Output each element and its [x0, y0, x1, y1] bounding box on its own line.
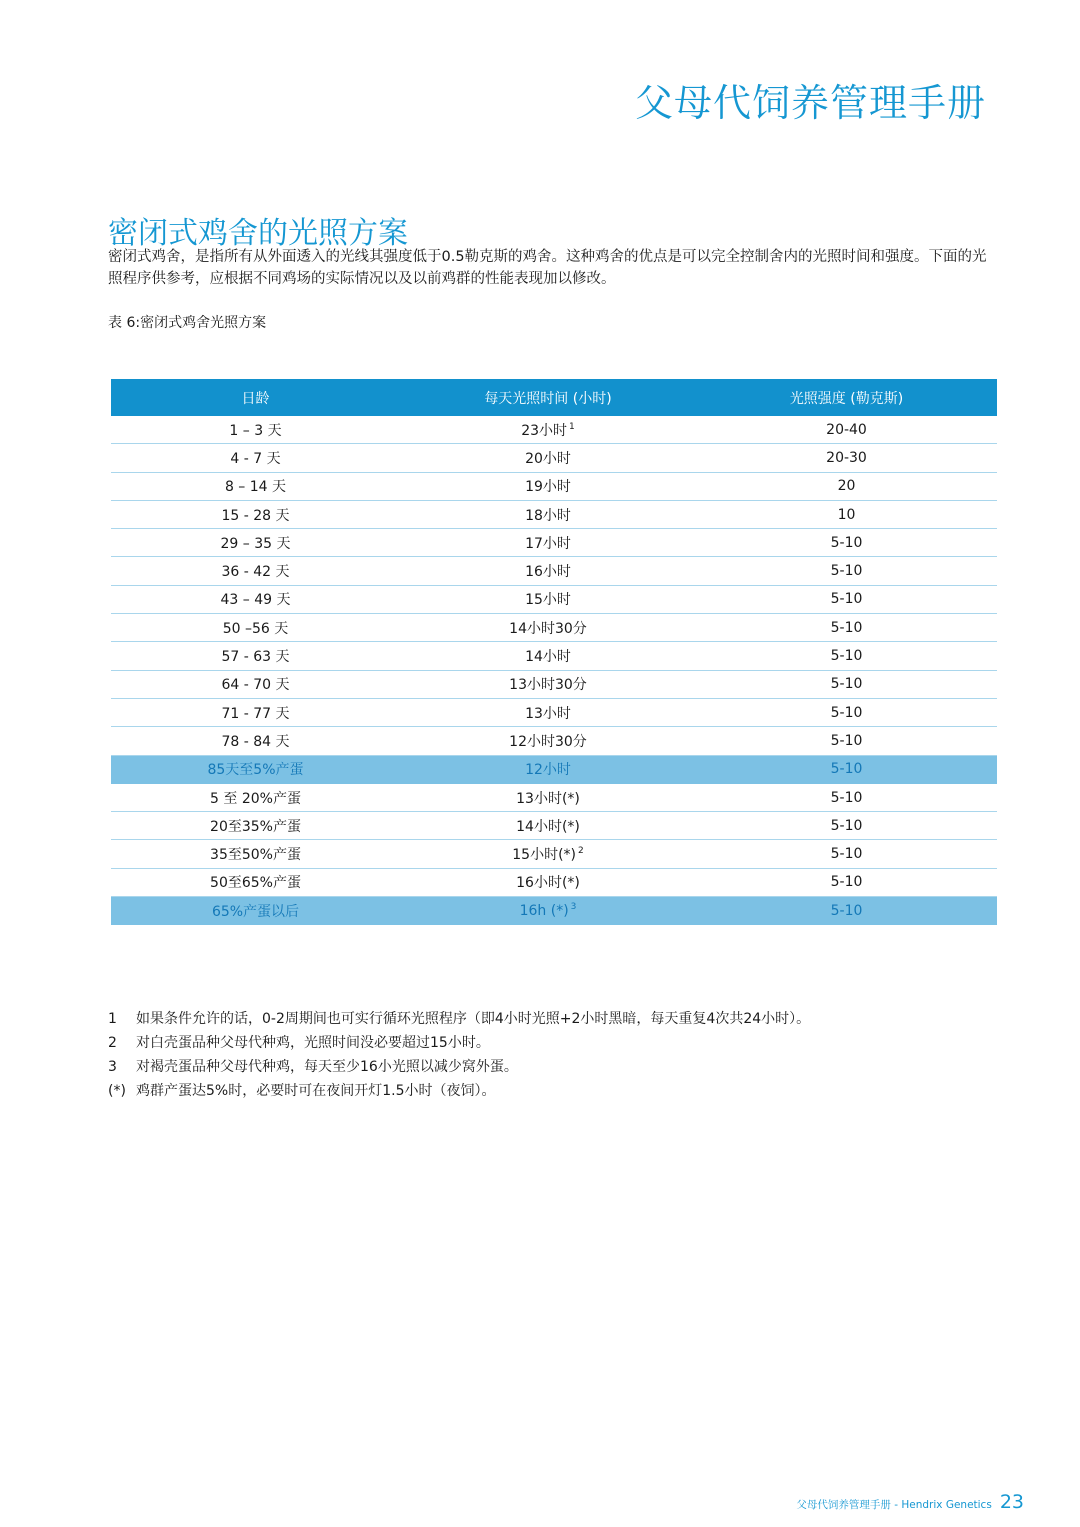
cell-light-hours: [400, 444, 696, 472]
footnote-text: 鸡群产蛋达5%时，必要时可在夜间开灯1.5小时（夜饲）。: [136, 1083, 496, 1099]
cell-light-hours-value: 12小时: [525, 762, 571, 779]
footnote-item: [108, 1079, 810, 1103]
table-row: [111, 416, 997, 444]
table-row: [111, 698, 997, 726]
table-caption: 表 6:密闭式鸡舍光照方案: [108, 315, 267, 331]
cell-light-hours-value: 16小时(*): [516, 875, 580, 892]
cell-light-hours: [400, 416, 696, 444]
footnote-text: 如果条件允许的话，0-2周期间也可实行循环光照程序（即4小时光照+2小时黑暗，每天重复4次共24小时）。: [136, 1011, 811, 1027]
cell-age: 5 至 20%产蛋: [111, 783, 400, 811]
table-row: [111, 642, 997, 670]
cell-light-intensity: 20-40: [696, 416, 997, 444]
footnotes: [108, 1007, 810, 1103]
cell-light-hours: [400, 472, 696, 500]
cell-light-intensity: 5-10: [696, 897, 997, 925]
header-light-intensity: 光照强度 (勒克斯): [696, 379, 997, 416]
cell-light-hours: [400, 670, 696, 698]
cell-light-hours-value: 16h (*): [519, 902, 569, 919]
cell-light-intensity: 20-30: [696, 444, 997, 472]
cell-age: 57 - 63 天: [111, 642, 400, 670]
cell-light-intensity: 5-10: [696, 698, 997, 726]
cell-light-hours-value: 19小时: [525, 479, 571, 496]
footnote-item: [108, 1055, 810, 1079]
document-title: 父母代饲养管理手册: [634, 81, 986, 125]
cell-light-hours: [400, 727, 696, 755]
footnote-item: [108, 1031, 810, 1055]
cell-light-hours-value: 17小时: [525, 535, 571, 552]
cell-light-intensity: 5-10: [696, 812, 997, 840]
section-title: 密闭式鸡舍的光照方案: [108, 216, 408, 251]
cell-light-hours-value: 14小时(*): [516, 818, 580, 835]
footnote-mark: 2: [108, 1035, 117, 1051]
cell-light-intensity: 5-10: [696, 783, 997, 811]
table-row: [111, 727, 997, 755]
cell-light-hours-value: 13小时30分: [509, 677, 587, 694]
cell-age: 1 – 3 天: [111, 416, 400, 444]
footnote-item: [108, 1007, 810, 1031]
cell-light-intensity: 5-10: [696, 529, 997, 557]
cell-light-hours-value: 15小时: [525, 592, 571, 609]
cell-age: 35至50%产蛋: [111, 840, 400, 868]
cell-light-hours-value: 18小时: [525, 507, 571, 524]
cell-light-intensity: 10: [696, 500, 997, 528]
table-row: [111, 444, 997, 472]
table-row: [111, 585, 997, 613]
page-number: 23: [999, 1491, 1024, 1513]
page-footer: [796, 1491, 1024, 1513]
cell-light-hours-value: 15小时(*): [512, 847, 576, 864]
cell-light-hours-value: 13小时(*): [516, 790, 580, 807]
footnote-marker: 2: [578, 846, 584, 857]
cell-light-intensity: 5-10: [696, 557, 997, 585]
cell-light-intensity: 20: [696, 472, 997, 500]
footnote-mark: 1: [108, 1011, 117, 1027]
cell-light-hours-value: 20小时: [525, 450, 571, 467]
cell-age: 43 – 49 天: [111, 585, 400, 613]
cell-light-intensity: 5-10: [696, 727, 997, 755]
cell-age: 65%产蛋以后: [111, 897, 400, 925]
cell-age: 71 - 77 天: [111, 698, 400, 726]
footnote-text: 对褐壳蛋品种父母代种鸡，每天至少16小光照以减少窝外蛋。: [136, 1059, 518, 1075]
cell-age: 29 – 35 天: [111, 529, 400, 557]
table-row: [111, 670, 997, 698]
table-row: [111, 557, 997, 585]
cell-light-intensity: 5-10: [696, 642, 997, 670]
table-row: [111, 500, 997, 528]
cell-light-intensity: 5-10: [696, 755, 997, 783]
cell-light-intensity: 5-10: [696, 614, 997, 642]
header-age: 日龄: [111, 379, 400, 416]
cell-light-hours: [400, 585, 696, 613]
table-row: [111, 529, 997, 557]
table-row: [111, 783, 997, 811]
cell-light-hours: [400, 840, 696, 868]
cell-age: 78 - 84 天: [111, 727, 400, 755]
cell-age: 20至35%产蛋: [111, 812, 400, 840]
cell-light-hours-value: 16小时: [525, 564, 571, 581]
intro-paragraph: 密闭式鸡舍，是指所有从外面透入的光线其强度低于0.5勒克斯的鸡舍。这种鸡舍的优点是可以完全控制舍内的光照时间和强度。下面的光照程序供参考，应根据不同鸡场的实际情况以及以前鸡群的性能表现加以修改。: [108, 249, 987, 287]
cell-age: 64 - 70 天: [111, 670, 400, 698]
cell-light-hours-value: 23小时: [521, 422, 568, 439]
footnote-mark: 3: [108, 1059, 117, 1075]
cell-age: 85天至5%产蛋: [111, 755, 400, 783]
cell-light-hours: [400, 614, 696, 642]
table-row: [111, 868, 997, 896]
table-row: [111, 614, 997, 642]
footnote-marker: 3: [570, 902, 577, 913]
cell-light-intensity: 5-10: [696, 868, 997, 896]
header-light-hours: 每天光照时间 (小时): [400, 379, 696, 416]
cell-light-hours: [400, 755, 696, 783]
cell-light-hours: [400, 500, 696, 528]
table-header-row: [111, 379, 997, 416]
table-row: [111, 755, 997, 783]
cell-light-intensity: 5-10: [696, 840, 997, 868]
cell-age: 4 - 7 天: [111, 444, 400, 472]
cell-age: 36 - 42 天: [111, 557, 400, 585]
lighting-program-table: [111, 379, 997, 925]
table-row: [111, 897, 997, 925]
table-row: [111, 812, 997, 840]
cell-light-hours-value: 14小时: [525, 649, 571, 666]
cell-light-hours: [400, 557, 696, 585]
cell-light-hours: [400, 868, 696, 896]
cell-light-hours: [400, 529, 696, 557]
cell-light-hours-value: 12小时30分: [509, 733, 587, 750]
cell-light-hours: [400, 812, 696, 840]
cell-light-hours: [400, 642, 696, 670]
table-row: [111, 840, 997, 868]
cell-age: 50 –56 天: [111, 614, 400, 642]
cell-light-intensity: 5-10: [696, 670, 997, 698]
footnote-marker: 1: [569, 421, 575, 432]
cell-light-hours-value: 14小时30分: [509, 620, 587, 637]
cell-light-hours: [400, 897, 696, 925]
cell-light-intensity: 5-10: [696, 585, 997, 613]
footnote-mark: (*): [108, 1083, 126, 1099]
cell-age: 8 – 14 天: [111, 472, 400, 500]
footer-text: 父母代饲养管理手册 - Hendrix Genetics: [796, 1499, 992, 1511]
cell-age: 15 - 28 天: [111, 500, 400, 528]
table-row: [111, 472, 997, 500]
cell-light-hours-value: 13小时: [525, 705, 571, 722]
cell-light-hours: [400, 698, 696, 726]
footnote-text: 对白壳蛋品种父母代种鸡，光照时间没必要超过15小时。: [136, 1035, 490, 1051]
cell-light-hours: [400, 783, 696, 811]
cell-age: 50至65%产蛋: [111, 868, 400, 896]
